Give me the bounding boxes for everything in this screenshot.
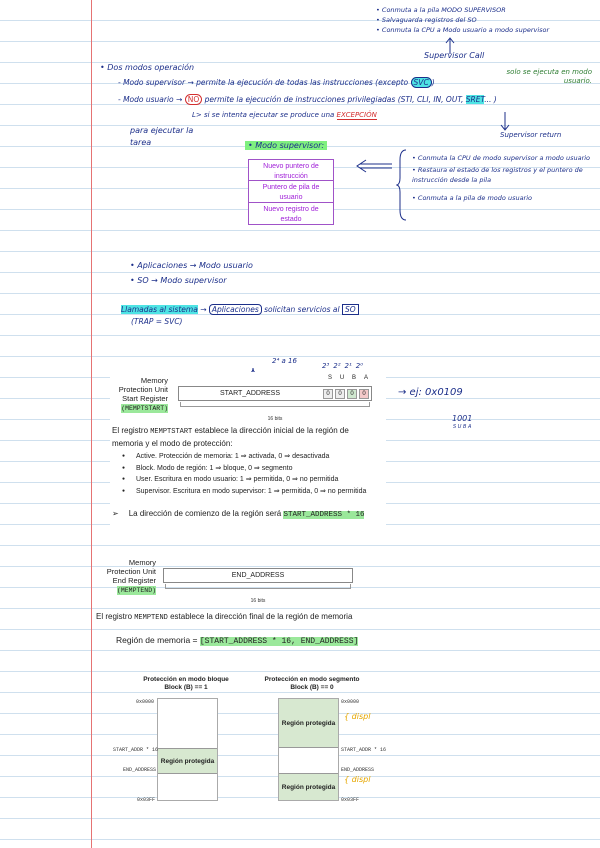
right-bullets: • Conmuta la CPU de modo supervisor a modo usuario • Restaura el estado de los registros y el puntero de instrucción desde la pila • Conmuta a la pila de modo usuario	[412, 154, 591, 202]
double-arrow-left-icon	[354, 158, 394, 174]
supervisor-call-label: Supervisor Call	[424, 51, 485, 60]
modo-usuario-line: - Modo usuario → NO permite la ejecución de instrucciones privilegiadas (STI, CLI, IN, OUT, SRET... )	[118, 95, 497, 104]
memptend-bits-width: 16 bits	[163, 584, 353, 607]
list-item: ● Block. Modo de región: 1 ⇒ bloque, 0 ⇒ segmento	[112, 463, 392, 475]
excepcion-line: L> si se intenta ejecutar se produce una EXCEPCIÓN	[192, 111, 377, 119]
svc-highlight: SVC	[411, 77, 432, 88]
addr-top-right: 0x0000	[341, 699, 360, 705]
addr-end-left: END_ADDRESS	[123, 767, 157, 773]
llamadas-line: Llamadas al sistema → Aplicaciones solicitan servicios al SO	[121, 305, 359, 314]
segment-protected-top: Región protegida	[279, 699, 338, 748]
ej-result: 1001 S U B A	[452, 414, 473, 430]
para-ejecutar-note: para ejecutar la tarea	[130, 126, 194, 147]
list-item: ● User. Escritura en modo usuario: 1 ⇒ permitida, 0 ⇒ no permitida	[112, 474, 392, 486]
ej-note: → ej: 0x0109	[398, 387, 463, 398]
so-note: • SO → Modo supervisor	[130, 276, 227, 285]
sret-highlight: SRET	[465, 95, 485, 104]
bit-letters: S U B A	[327, 375, 368, 381]
end-address-field: END_ADDRESS	[231, 572, 285, 579]
addr-end-right: END_ADDRESS	[341, 767, 375, 773]
memptstart-bits-width: 16 bits	[178, 402, 372, 425]
memptend-label: Memory Protection Unit End Register (MEMPTEND)	[106, 558, 156, 594]
modo-supervisor-title: • Modo supervisor:	[245, 141, 327, 150]
block-protected-region: Región protegida	[158, 748, 217, 774]
memptstart-label: Memory Protection Unit Start Register (MEMPTSTART)	[118, 376, 168, 412]
addr-start-right: START_ADDR * 16	[341, 747, 387, 753]
modo-supervisor-line: - Modo supervisor → permite la ejecución de todas las instrucciones (excepto SVC )	[118, 78, 435, 87]
segment-protected-bottom: Región protegida	[279, 773, 338, 800]
block-mode-title: Protección en modo bloque Block (B) == 1	[143, 676, 229, 691]
addr-top-left: 0x0000	[136, 699, 155, 705]
two-pow-note: 2⁴ a 16	[272, 357, 297, 365]
memptend-register-bar	[163, 568, 353, 583]
aplicaciones-note: • Aplicaciones → Modo usuario	[130, 261, 253, 270]
purple-box-stack	[248, 159, 334, 225]
segment-mode-title: Protección en modo segmento Block (B) == 0	[264, 676, 360, 691]
bit-s: 0	[323, 389, 333, 399]
memptend-description: El registro MEMPTEND establece la dirección final de la región de memoria	[96, 612, 353, 622]
displ-note-top: { displ	[344, 712, 371, 721]
bit-b: 0	[347, 389, 357, 399]
dos-modos-heading: • Dos modos operación	[100, 63, 195, 72]
addr-bottom-left: 0x03FF	[137, 797, 156, 803]
flag-bullet-list	[112, 451, 392, 497]
addr-start-left: START_ADDR * 16	[113, 747, 159, 753]
addr-bottom-right: 0x03FF	[341, 797, 360, 803]
displ-note-bottom: { displ	[344, 775, 371, 784]
purple-box-new-ip: Nuevo puntero de instrucción	[248, 159, 334, 181]
start-address-formula: ➢ La dirección de comienzo de la región será START_ADDRESS * 16	[112, 509, 365, 519]
supervisor-return-label: Supervisor return	[500, 131, 562, 139]
memptstart-description: El registro MEMPTSTART establece la dirección inicial de la región de memoria y el modo de protección:	[112, 426, 349, 448]
bit-exponents: 2³ 2² 2¹ 2⁰	[322, 362, 364, 370]
bit-a: 0	[359, 389, 369, 399]
purple-box-user-sp: Puntero de pila de usuario	[248, 181, 334, 203]
no-circled: NO	[185, 94, 203, 105]
trap-note: (TRAP = SVC)	[131, 317, 183, 326]
start-address-field: START_ADDRESS	[219, 390, 281, 397]
block-mode-memory	[157, 698, 218, 801]
segment-mode-memory	[278, 698, 339, 801]
green-note: solo se ejecuta en modo usuario.	[506, 68, 592, 85]
memptstart-register-bar	[178, 386, 372, 401]
top-right-notes: • Conmuta a la pila MODO SUPERVISOR • Salvaguarda registros del SO • Conmuta la CPU a Modo usuario a modo supervisor	[376, 6, 550, 34]
excepcion-word: EXCEPCIÓN	[336, 111, 377, 119]
margin-line	[91, 0, 92, 848]
purple-box-new-status: Nuevo registro de estado	[248, 203, 334, 225]
list-item: ● Supervisor. Escritura en modo supervisor: 1 ⇒ permitida, 0 ⇒ no permitida	[112, 486, 392, 498]
brace-icon	[396, 148, 408, 222]
bit-u: 0	[335, 389, 345, 399]
list-item: ● Active. Protección de memoria: 1 ⇒ activada, 0 ⇒ desactivada	[112, 451, 392, 463]
region-formula: Región de memoria = [START_ADDRESS * 16, END_ADDRESS]	[116, 635, 359, 646]
down-arrow-icon	[495, 110, 515, 132]
